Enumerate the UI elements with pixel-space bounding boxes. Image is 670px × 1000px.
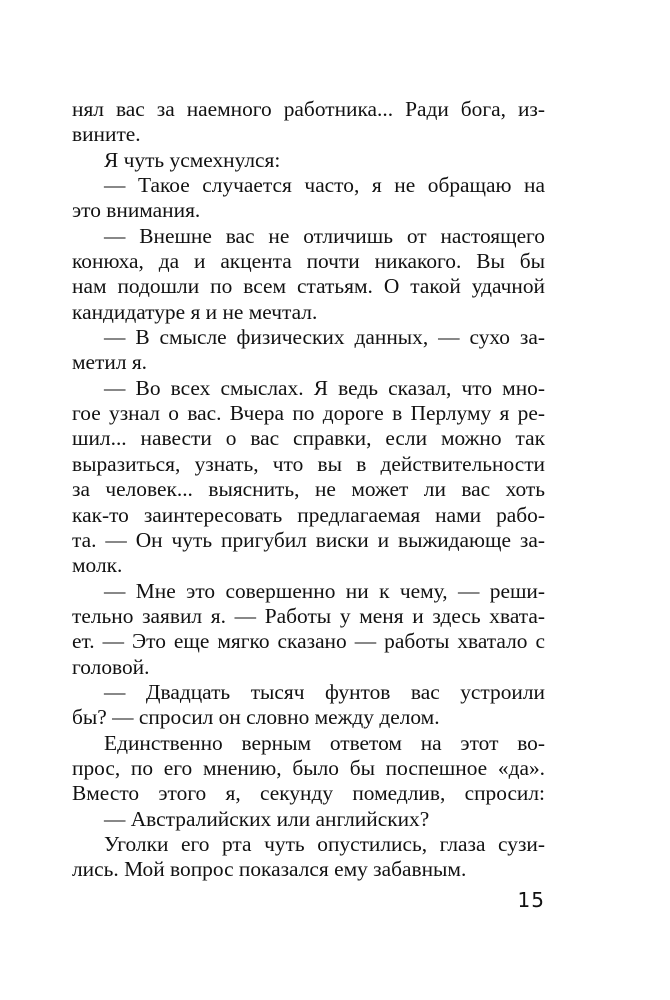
text-line: конюха, да и акцента почти никакого. Вы бы — [72, 249, 545, 274]
text-line: как-то заинтересовать предлагаемая нами рабо- — [72, 502, 545, 527]
text-line: — Австралийских или английских? — [104, 806, 430, 831]
text-line: кандидатуре я и не мечтал. — [72, 299, 318, 324]
text-line: — Такое случается часто, я не обращаю на — [104, 173, 545, 198]
text-line: Единственно верным ответом на этот во- — [104, 730, 545, 755]
text-line: головой. — [72, 654, 150, 679]
text-line: Я чуть усмехнулся: — [104, 147, 281, 172]
text-line: та. — Он чуть пригубил виски и выжидающе за- — [72, 527, 545, 552]
text-line: — Внешне вас не отличишь от настоящего — [104, 223, 545, 248]
page-number: 15 — [517, 888, 545, 912]
text-line: за человек... выяснить, не может ли вас хоть — [72, 477, 545, 502]
text-line: молк. — [72, 553, 123, 578]
text-line: это внимания. — [72, 198, 201, 223]
text-line: ет. — Это еще мягко сказано — работы хватало с — [72, 629, 545, 654]
text-line: тельно заявил я. — Работы у меня и здесь хвата- — [72, 603, 545, 628]
text-line: — Двадцать тысяч фунтов вас устроили — [104, 679, 545, 704]
text-line: вините. — [72, 122, 141, 147]
text-line: нам подошли по всем статьям. О такой удачной — [72, 274, 545, 299]
text-line: — Во всех смыслах. Я ведь сказал, что мно- — [104, 375, 545, 400]
text-line: гое узнал о вас. Вчера по дороге в Перлуму я ре- — [72, 401, 545, 426]
text-line: — В смысле физических данных, — сухо за- — [104, 325, 545, 350]
body-text — [72, 97, 545, 883]
text-line: нял вас за наемного работника... Ради бога, из- — [72, 97, 545, 121]
text-line: выразиться, узнать, что вы в действительности — [72, 451, 545, 476]
text-line: метил я. — [72, 350, 148, 375]
text-line: прос, по его мнению, было бы поспешное «да». — [72, 755, 545, 780]
text-line: Вместо этого я, секунду помедлив, спросил: — [72, 781, 545, 806]
text-line: лись. Мой вопрос показался ему забавным. — [72, 857, 467, 882]
text-line: шил... навести о вас справки, если можно так — [72, 426, 545, 451]
text-line: бы? — спросил он словно между делом. — [72, 705, 440, 730]
text-line: Уголки его рта чуть опустились, глаза сузи- — [104, 831, 545, 856]
text-line: — Мне это совершенно ни к чему, — реши- — [104, 578, 545, 603]
